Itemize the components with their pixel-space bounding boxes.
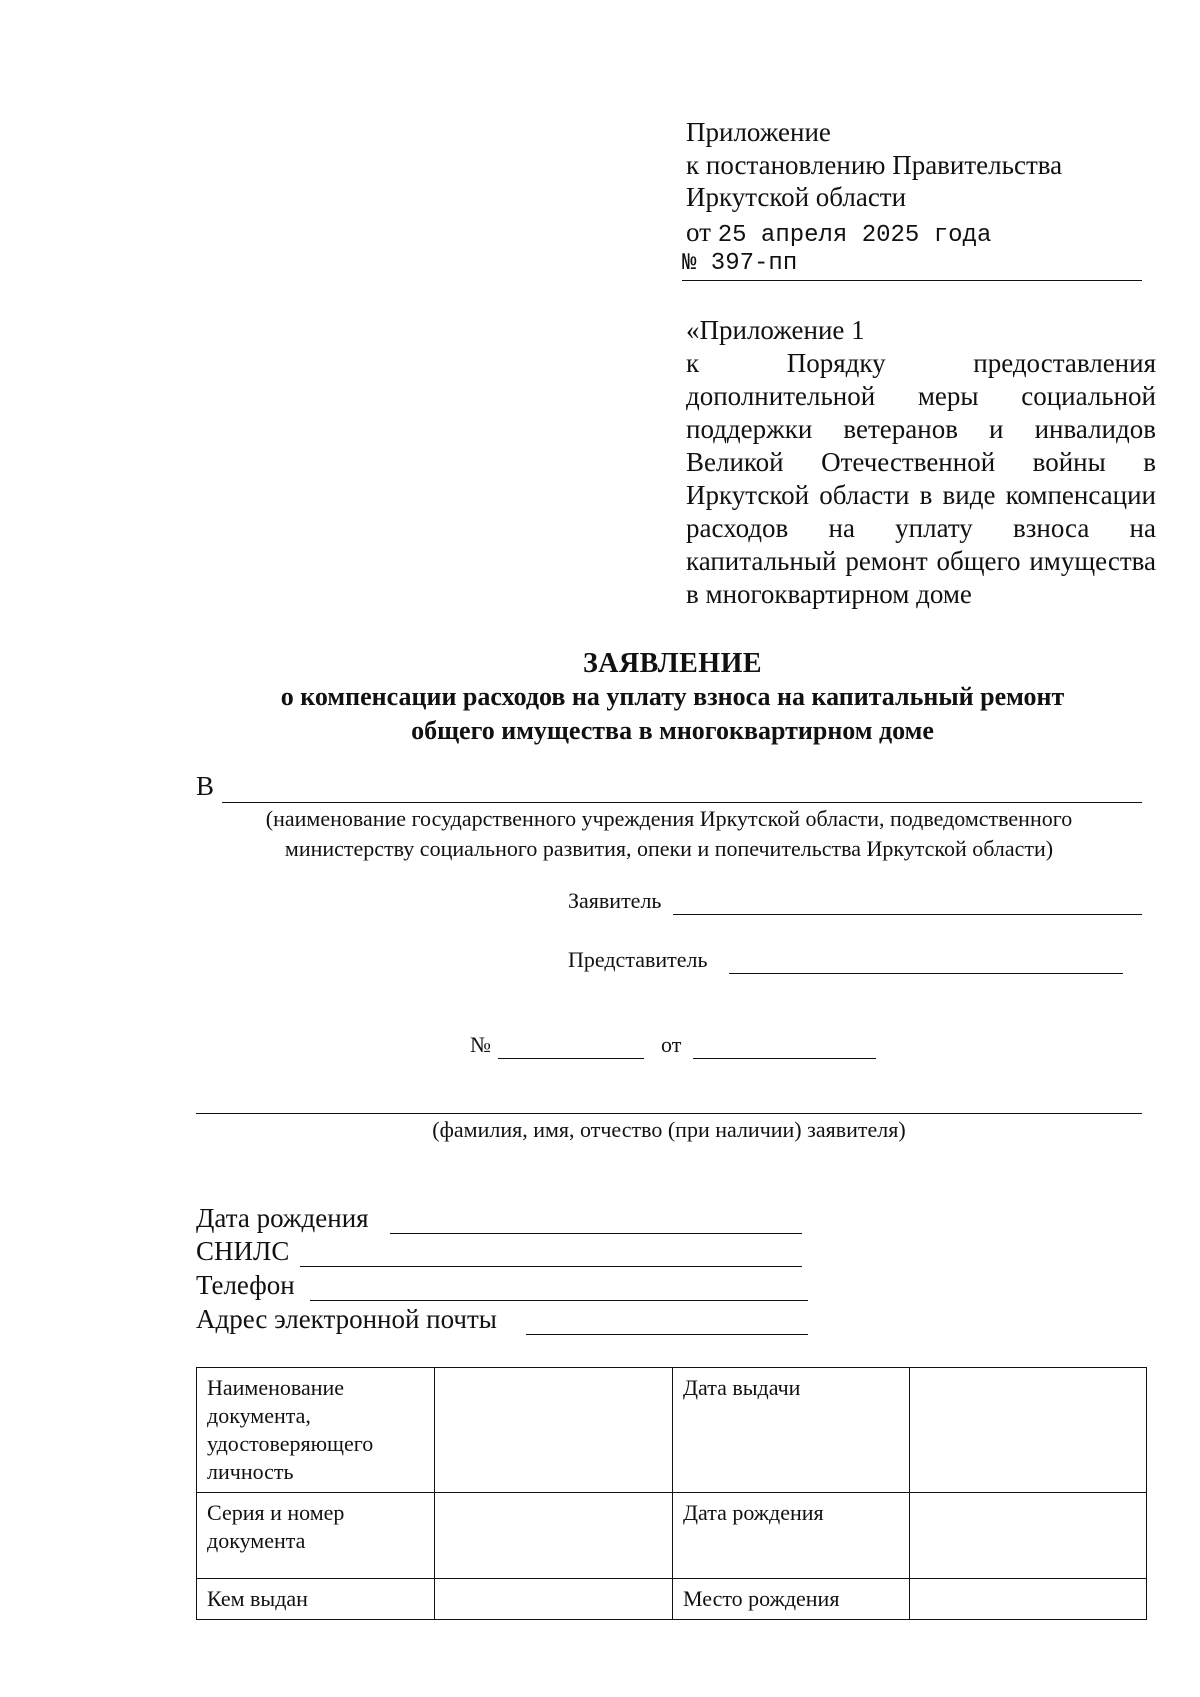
- table-row: [197, 1579, 1147, 1620]
- header-number-underline: [682, 280, 1142, 281]
- birth-date-field-line[interactable]: [390, 1233, 802, 1234]
- recipient-caption-line1: (наименование государственного учреждения Иркутской области, подведомственного: [265, 806, 1073, 831]
- birth-date-label: Дата рождения: [196, 1203, 369, 1233]
- document-subtitle-line2: общего имущества в многоквартирном доме: [411, 716, 934, 745]
- series-number-label: Серия и номер документа: [197, 1493, 435, 1579]
- applicant-label: Заявитель: [568, 888, 662, 913]
- issue-date-label: Дата выдачи: [673, 1368, 910, 1493]
- recipient-prefix: В: [196, 771, 215, 801]
- birth-place-label: Место рождения: [673, 1579, 910, 1620]
- series-number-value[interactable]: [435, 1493, 673, 1579]
- fio-field-line[interactable]: [196, 1113, 1142, 1114]
- table-birth-date-value[interactable]: [910, 1493, 1147, 1579]
- recipient-caption: [196, 804, 1142, 864]
- registration-date-field-line[interactable]: [693, 1058, 876, 1059]
- document-title: ЗАЯВЛЕНИЕ: [582, 648, 763, 679]
- header-date-prefix: от: [686, 217, 711, 247]
- table-birth-date-label: Дата рождения: [673, 1493, 910, 1579]
- representative-label: Представитель: [568, 947, 708, 972]
- header-appendix-label: Приложение: [686, 117, 831, 147]
- registration-number-label: №: [470, 1032, 491, 1057]
- header-number: № 397-пп: [682, 250, 798, 277]
- applicant-field-line[interactable]: [673, 914, 1142, 915]
- issued-by-label: Кем выдан: [197, 1579, 435, 1620]
- header-date: [686, 216, 991, 252]
- phone-field-line[interactable]: [310, 1300, 808, 1301]
- birth-place-value[interactable]: [910, 1579, 1147, 1620]
- representative-field-line[interactable]: [729, 973, 1123, 974]
- id-document-name-label: Наименование документа, удостоверяющего личность: [197, 1368, 435, 1493]
- email-label: Адрес электронной почты: [196, 1304, 497, 1334]
- email-field-line[interactable]: [526, 1334, 808, 1335]
- fio-caption: (фамилия, имя, отчество (при наличии) заявителя): [432, 1117, 906, 1142]
- document-subtitle: [150, 680, 1195, 748]
- document-subtitle-line1: о компенсации расходов на уплату взноса на капитальный ремонт: [280, 682, 1065, 711]
- annex-first-line: «Приложение 1: [686, 315, 865, 345]
- registration-number-field-line[interactable]: [498, 1058, 644, 1059]
- id-document-name-value[interactable]: [435, 1368, 673, 1493]
- annex-body: к Порядку предоставления дополнительной меры социальной поддержки ветеранов и инвалидов Великой Отечественной войны в Иркутской области в виде компенсации расходов на уплату взноса на капитальный ремонт общего имущества в многоквартирном доме: [686, 348, 1156, 609]
- phone-label: Телефон: [196, 1270, 295, 1300]
- issue-date-value[interactable]: [910, 1368, 1147, 1493]
- header-region-label: Иркутской области: [686, 182, 907, 212]
- table-row: [197, 1493, 1147, 1579]
- recipient-field-line[interactable]: [222, 802, 1142, 803]
- header-resolution-label: к постановлению Правительства: [686, 150, 1063, 180]
- issued-by-value[interactable]: [435, 1579, 673, 1620]
- table-row: [197, 1368, 1147, 1493]
- annex-reference: [686, 314, 1156, 611]
- snils-field-line[interactable]: [300, 1266, 802, 1267]
- identity-document-table: [196, 1367, 1147, 1620]
- header-date-value: 25 апреля 2025 года: [717, 222, 992, 249]
- recipient-caption-line2: министерству социального развития, опеки и попечительства Иркутской области): [284, 836, 1054, 861]
- snils-label: СНИЛС: [196, 1236, 290, 1266]
- registration-date-label: от: [661, 1032, 682, 1057]
